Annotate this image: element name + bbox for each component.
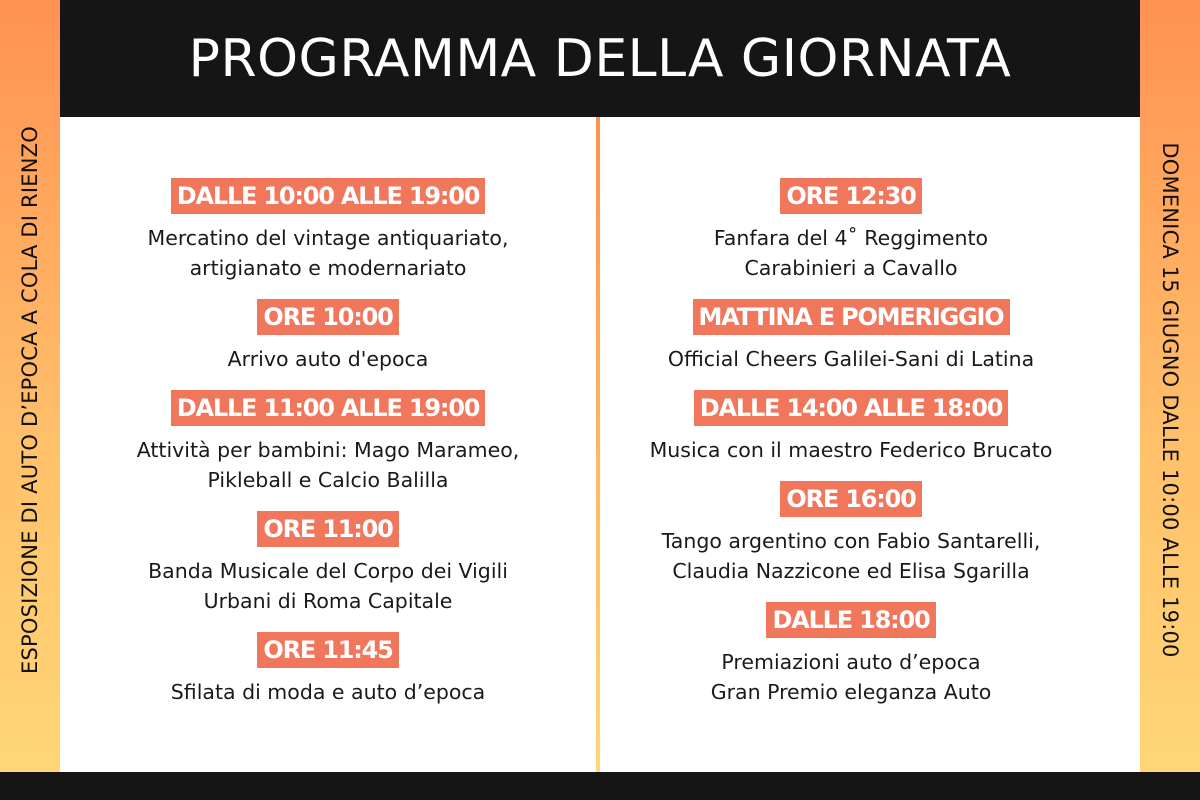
time-badge: ORE 10:00 — [257, 299, 398, 335]
schedule-item — [83, 299, 573, 374]
header-bar — [60, 0, 1140, 117]
schedule-item — [83, 178, 573, 283]
column-divider — [596, 117, 600, 772]
right-side-text: DOMENICA 15 GIUGNO DALLE 10:00 ALLE 19:00 — [1158, 142, 1182, 658]
event-description: Mercatino del vintage antiquariato, artigianato e modernariato — [147, 226, 509, 280]
event-description: Banda Musicale del Corpo dei Vigili Urbani di Roma Capitale — [148, 559, 508, 613]
time-badge: DALLE 11:00 ALLE 19:00 — [171, 390, 486, 426]
event-description: Attività per bambini: Mago Marameo, Pikleball e Calcio Balilla — [136, 438, 520, 492]
time-badge: ORE 11:45 — [257, 632, 398, 668]
schedule-item — [606, 602, 1096, 707]
time-badge: ORE 11:00 — [257, 511, 398, 547]
time-badge: DALLE 18:00 — [766, 602, 935, 638]
page-title: PROGRAMMA DELLA GIORNATA — [188, 28, 1012, 89]
event-description: Fanfara del 4˚ Reggimento Carabinieri a Cavallo — [713, 226, 989, 280]
right-side-banner — [1140, 0, 1200, 800]
footer-bar — [0, 772, 1200, 800]
schedule-item — [606, 178, 1096, 283]
schedule-item — [606, 390, 1096, 465]
schedule-item — [83, 390, 573, 495]
schedule-item — [606, 299, 1096, 374]
event-description: Official Cheers Galilei-Sani di Latina — [667, 347, 1035, 371]
time-badge: ORE 12:30 — [780, 178, 921, 214]
event-description: Musica con il maestro Federico Brucato — [649, 438, 1053, 462]
left-schedule-column — [83, 178, 573, 723]
event-description: Tango argentino con Fabio Santarelli, Claudia Nazzicone ed Elisa Sgarilla — [661, 529, 1041, 583]
time-badge: DALLE 14:00 ALLE 18:00 — [694, 390, 1009, 426]
time-badge: DALLE 10:00 ALLE 19:00 — [171, 178, 486, 214]
time-badge: ORE 16:00 — [780, 481, 921, 517]
left-side-banner — [0, 0, 60, 800]
right-schedule-column — [606, 178, 1096, 723]
schedule-item — [83, 632, 573, 707]
schedule-item — [606, 481, 1096, 586]
time-badge: MATTINA E POMERIGGIO — [693, 299, 1010, 335]
event-description: Sfilata di moda e auto d’epoca — [170, 680, 486, 704]
schedule-item — [83, 511, 573, 616]
left-side-text: ESPOSIZIONE DI AUTO D’EPOCA A COLA DI RIENZO — [18, 126, 42, 674]
event-description: Arrivo auto d'epoca — [227, 347, 429, 371]
event-description: Premiazioni auto d’epoca Gran Premio eleganza Auto — [710, 650, 992, 704]
